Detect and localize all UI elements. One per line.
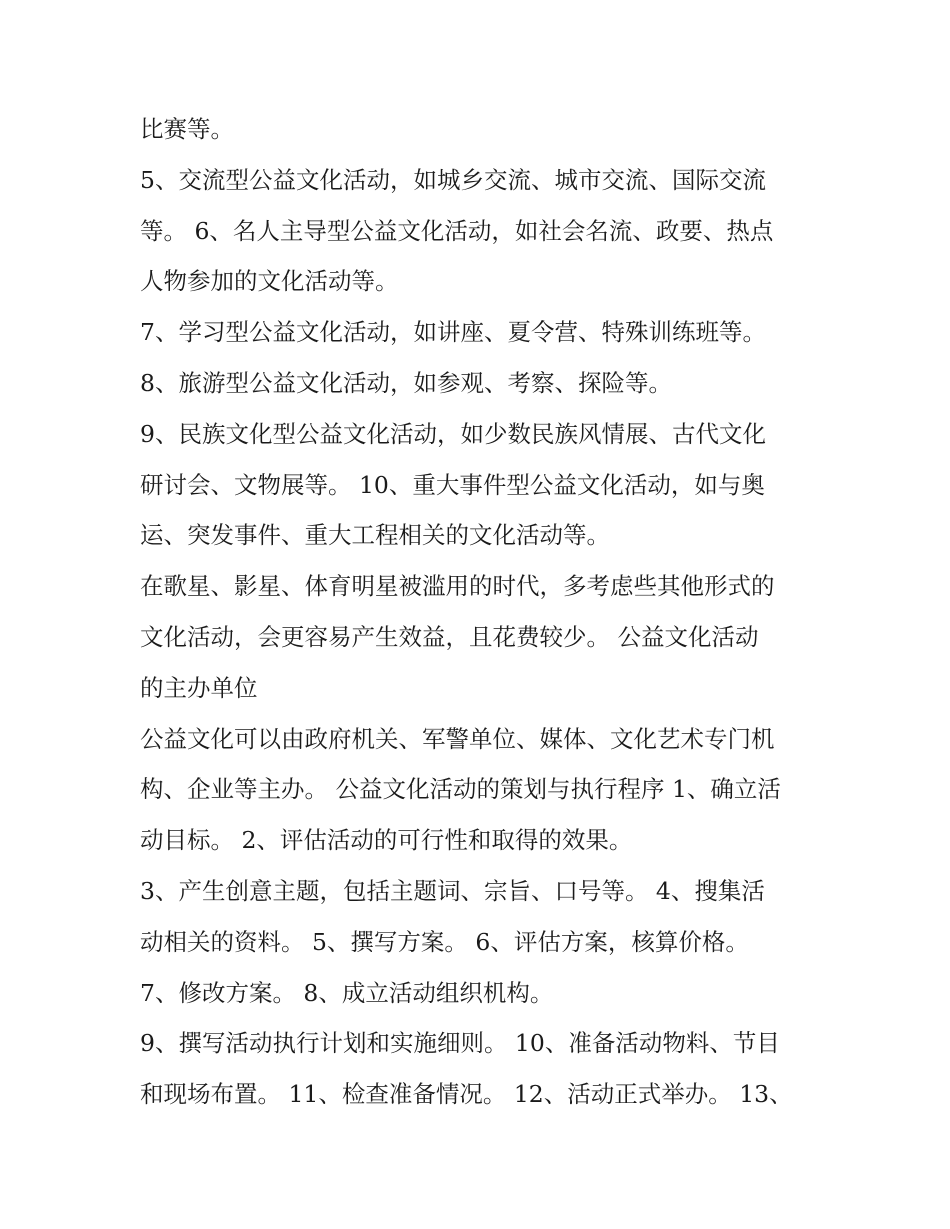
text-line: 在歌星、影星、体育明星被滥用的时代，多考虑些其他形式的 [140, 572, 775, 601]
text-line: 人物参加的文化活动等。 [140, 267, 399, 296]
text-line: 运、突发事件、重大工程相关的文化活动等。 [140, 521, 610, 550]
text-line: 动相关的资料。 5、撰写方案。 6、评估方案，核算价格。 [140, 927, 749, 956]
document-body [140, 104, 820, 1120]
text-line: 等。 6、名人主导型公益文化活动，如社会名流、政要、热点 [140, 216, 774, 245]
text-line: 5、交流型公益文化活动，如城乡交流、城市交流、国际交流 [140, 165, 766, 194]
text-line: 9、民族文化型公益文化活动，如少数民族风情展、古代文化 [140, 419, 766, 448]
text-line: 的主办单位 [140, 673, 258, 702]
text-line: 9、撰写活动执行计划和实施细则。 10、准备活动物料、节目 [140, 1029, 780, 1058]
text-line: 动目标。 2、评估活动的可行性和取得的效果。 [140, 826, 633, 855]
text-line: 研讨会、文物展等。 10、重大事件型公益文化活动，如与奥 [140, 470, 765, 499]
text-line: 和现场布置。 11、检查准备情况。 12、活动正式举办。 13、 [140, 1080, 793, 1109]
text-line: 7、修改方案。 8、成立活动组织机构。 [140, 978, 554, 1007]
text-line: 3、产生创意主题，包括主题词、宗旨、口号等。 4、搜集活 [140, 876, 765, 905]
text-line: 7、学习型公益文化活动，如讲座、夏令营、特殊训练班等。 [140, 318, 766, 347]
text-line: 构、企业等主办。 公益文化活动的策划与执行程序 1、确立活 [140, 775, 781, 804]
text-line: 比赛等。 [140, 115, 234, 143]
text-line: 8、旅游型公益文化活动，如参观、考察、探险等。 [140, 368, 672, 397]
text-line: 公益文化可以由政府机关、军警单位、媒体、文化艺术专门机 [140, 724, 775, 753]
text-line: 文化活动，会更容易产生效益，且花费较少。 公益文化活动 [140, 622, 759, 651]
